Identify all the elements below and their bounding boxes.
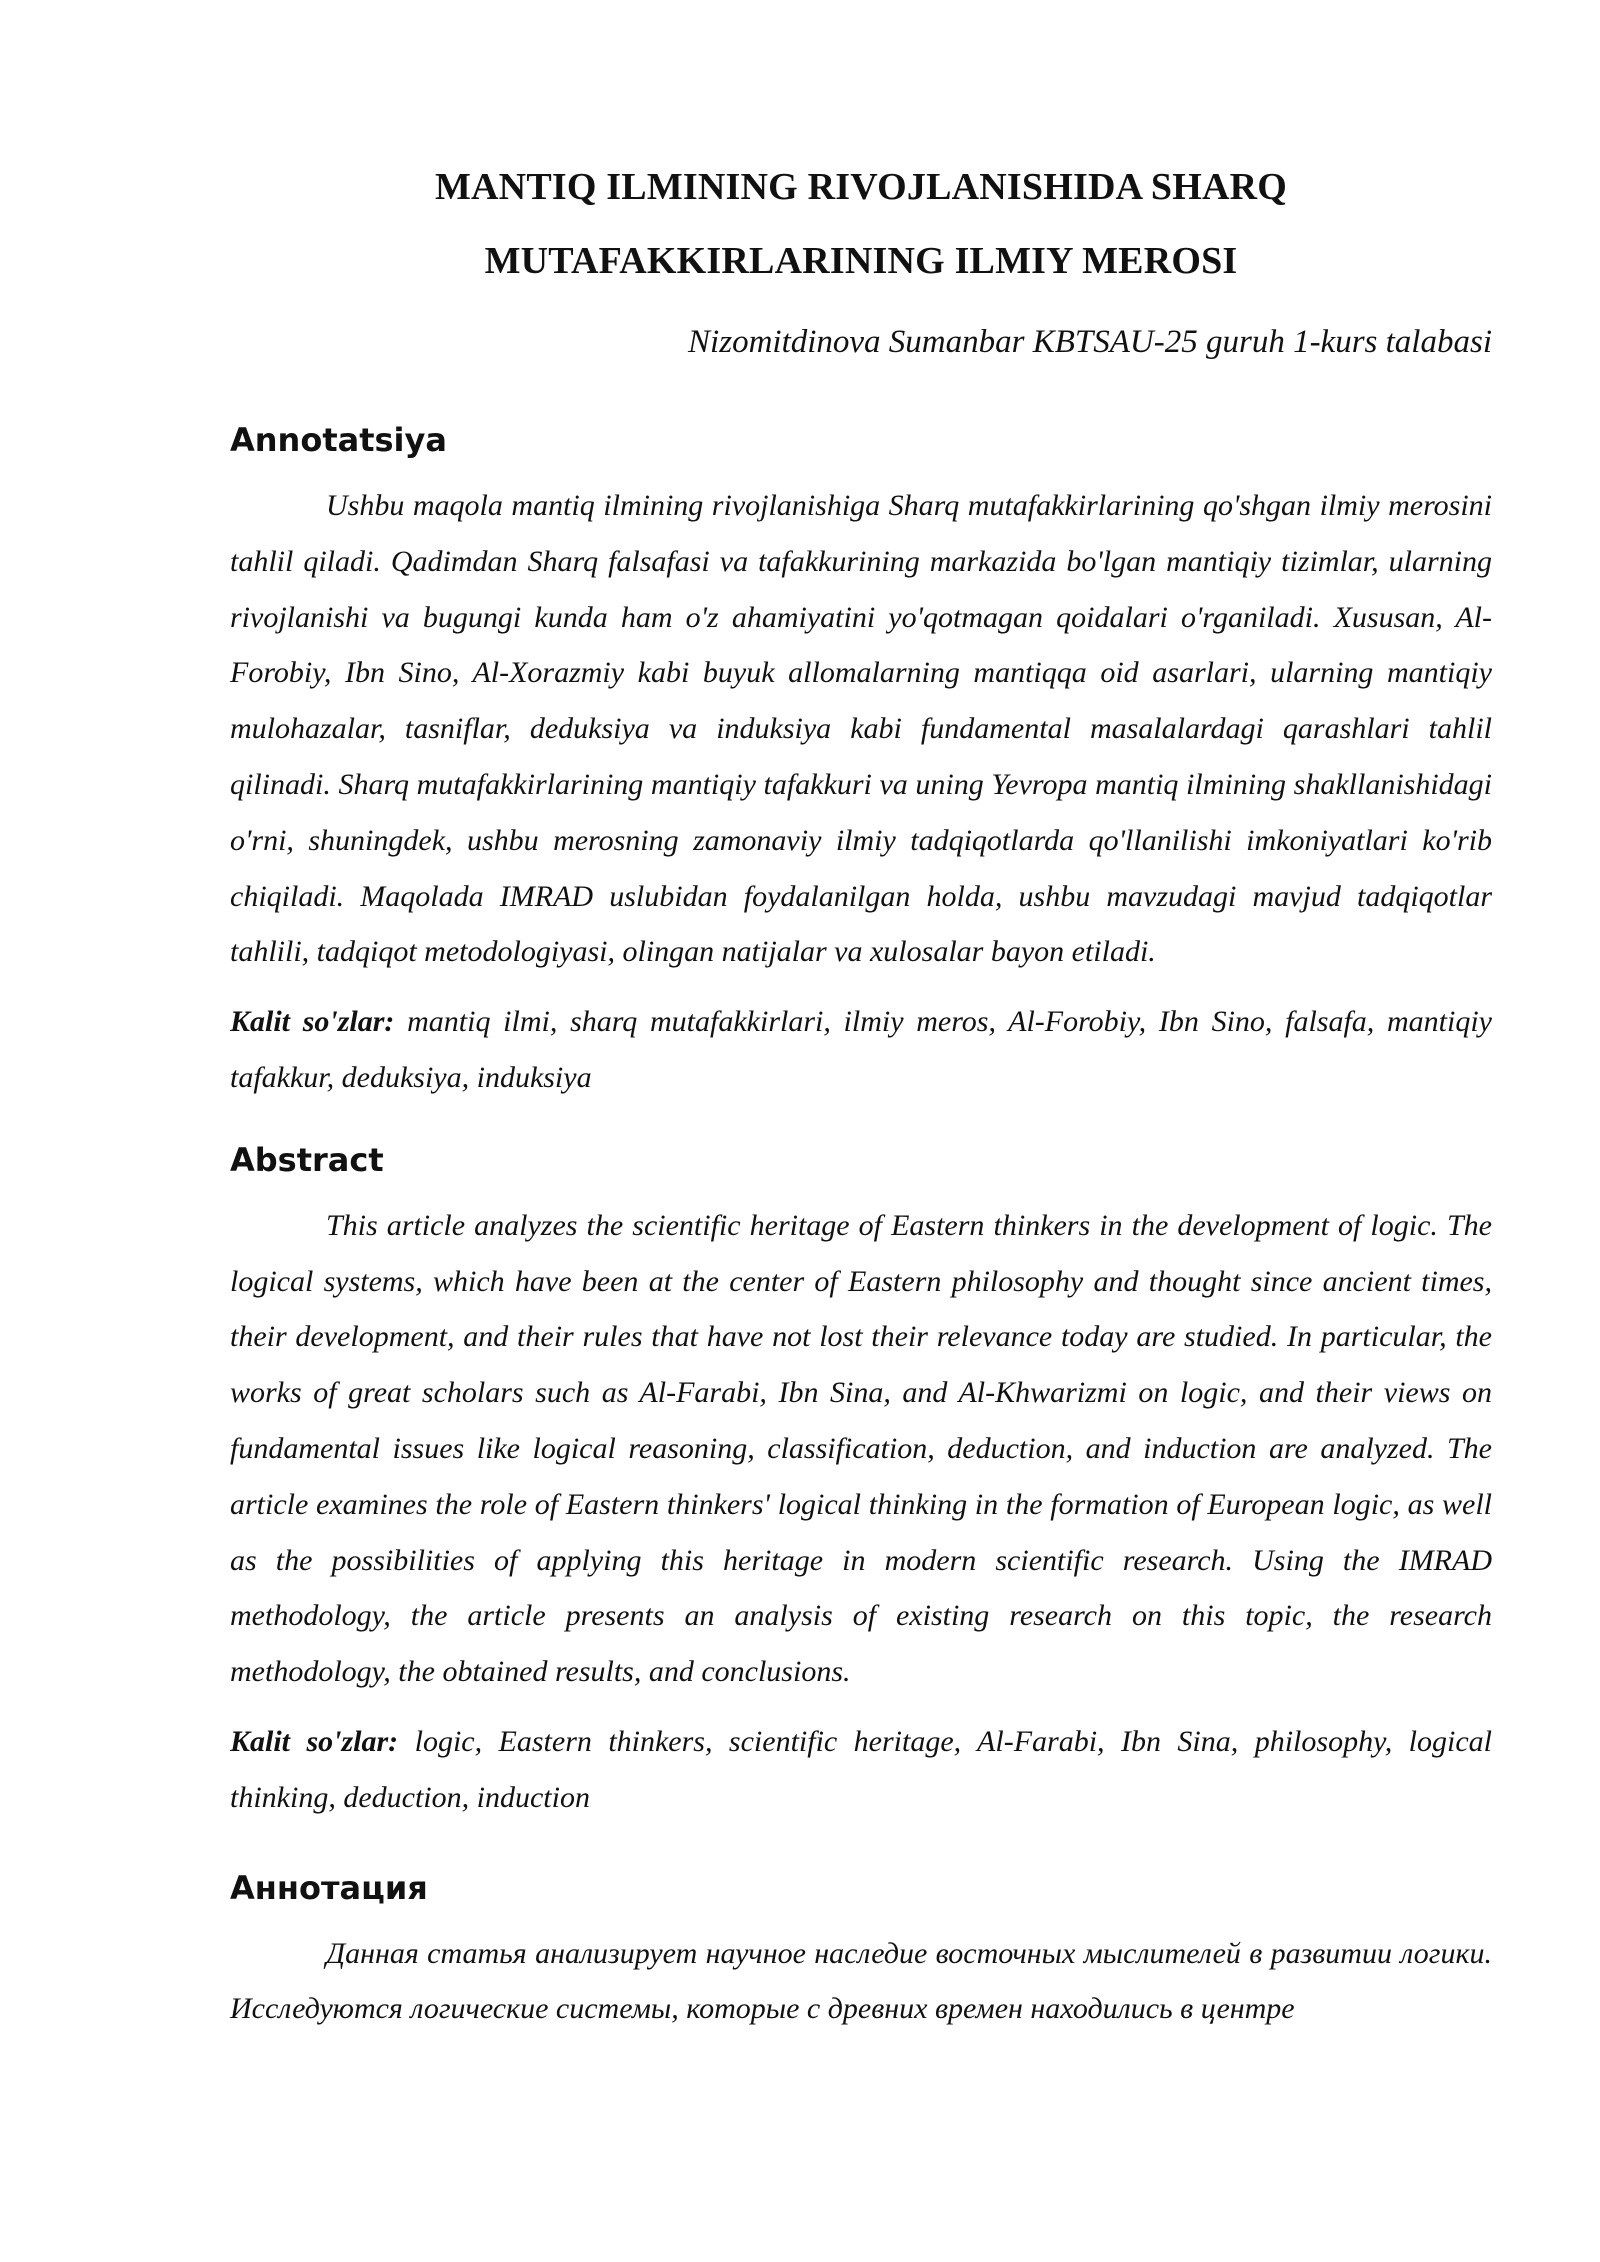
annotation-ru-heading: Аннотация: [230, 1868, 428, 1907]
abstract-heading: Abstract: [230, 1140, 384, 1179]
abstract-keywords: [230, 1714, 1492, 1826]
annotation-uz-text: Ushbu maqola mantiq ilmining rivojlanishiga Sharq mutafakkirlarining qo'shgan ilmiy merosini tahlil qiladi. Qadimdan Sharq falsafasi va tafakkurining markazida bo'lgan mantiqiy tizimlar, ularning rivojlanishi va bugungi kunda ham o'z ahamiyatini yo'qotmagan qoidalari o'rganiladi. Xususan, Al-Forobiy, Ibn Sino, Al-Xorazmiy kabi buyuk allomalarning mantiqqa oid asarlari, ularning mantiqiy mulohazalar, tasniflar, deduksiya va induksiya kabi fundamental masalalardagi qarashlari tahlil qilinadi. Sharq mutafakkirlarining mantiqiy tafakkuri va uning Yevropa mantiq ilmining shakllanishidagi o'rni, shuningdek, ushbu merosning zamonaviy ilmiy tadqiqotlarda qo'llanilishi imkoniyatlari ko'rib chiqiladi. Maqolada IMRAD uslubidan foydalanilgan holda, ushbu mavzudagi mavjud tadqiqotlar tahlili, tadqiqot metodologiyasi, olingan natijalar va xulosalar bayon etiladi.: [230, 489, 1492, 969]
title-line-2: MUTAFAKKIRLARINING ILMIY MEROSI: [484, 240, 1238, 282]
title-line-1: MANTIQ ILMINING RIVOJLANISHIDA SHARQ: [434, 166, 1288, 208]
keywords-label-uz: Kalit so'zlar:: [230, 1005, 395, 1039]
paper-title: [230, 150, 1492, 298]
keywords-label-en: Kalit so'zlar:: [230, 1724, 399, 1758]
keywords-list-en: logic, Eastern thinkers, scientific heritage, Al-Farabi, Ibn Sina, philosophy, logical thinking, deduction, induction: [230, 1724, 1492, 1814]
abstract-text: This article analyzes the scientific heritage of Eastern thinkers in the development of logic. The logical systems, which have been at the center of Eastern philosophy and thought since ancient times, their development, and their rules that have not lost their relevance today are studied. In particular, the works of great scholars such as Al-Farabi, Ibn Sina, and Al-Khwarizmi on logic, and their views on fundamental issues like logical reasoning, classification, deduction, and induction are analyzed. The article examines the role of Eastern thinkers' logical thinking in the formation of European logic, as well as the possibilities of applying this heritage in modern scientific research. Using the IMRAD methodology, the article presents an analysis of existing research on this topic, the research methodology, the obtained results, and conclusions.: [230, 1208, 1492, 1689]
keywords-list-uz: mantiq ilmi, sharq mutafakkirlari, ilmiy meros, Al-Forobiy, Ibn Sino, falsafa, mantiqiy tafakkur, deduksiya, induksiya: [230, 1005, 1493, 1094]
annotation-uz-heading: Annotatsiya: [230, 421, 447, 459]
annotation-ru-text: Данная статья анализирует научное наследие восточных мыслителей в развитии логики. Исследуются логические системы, которые с древних времен находились в центре: [230, 1936, 1492, 2026]
annotation-uz-keywords: [230, 994, 1492, 1106]
page-content: [230, 150, 1492, 2037]
author-line: Nizomitdinova Sumanbar KBTSAU-25 guruh 1-kurs talabasi: [688, 324, 1492, 360]
